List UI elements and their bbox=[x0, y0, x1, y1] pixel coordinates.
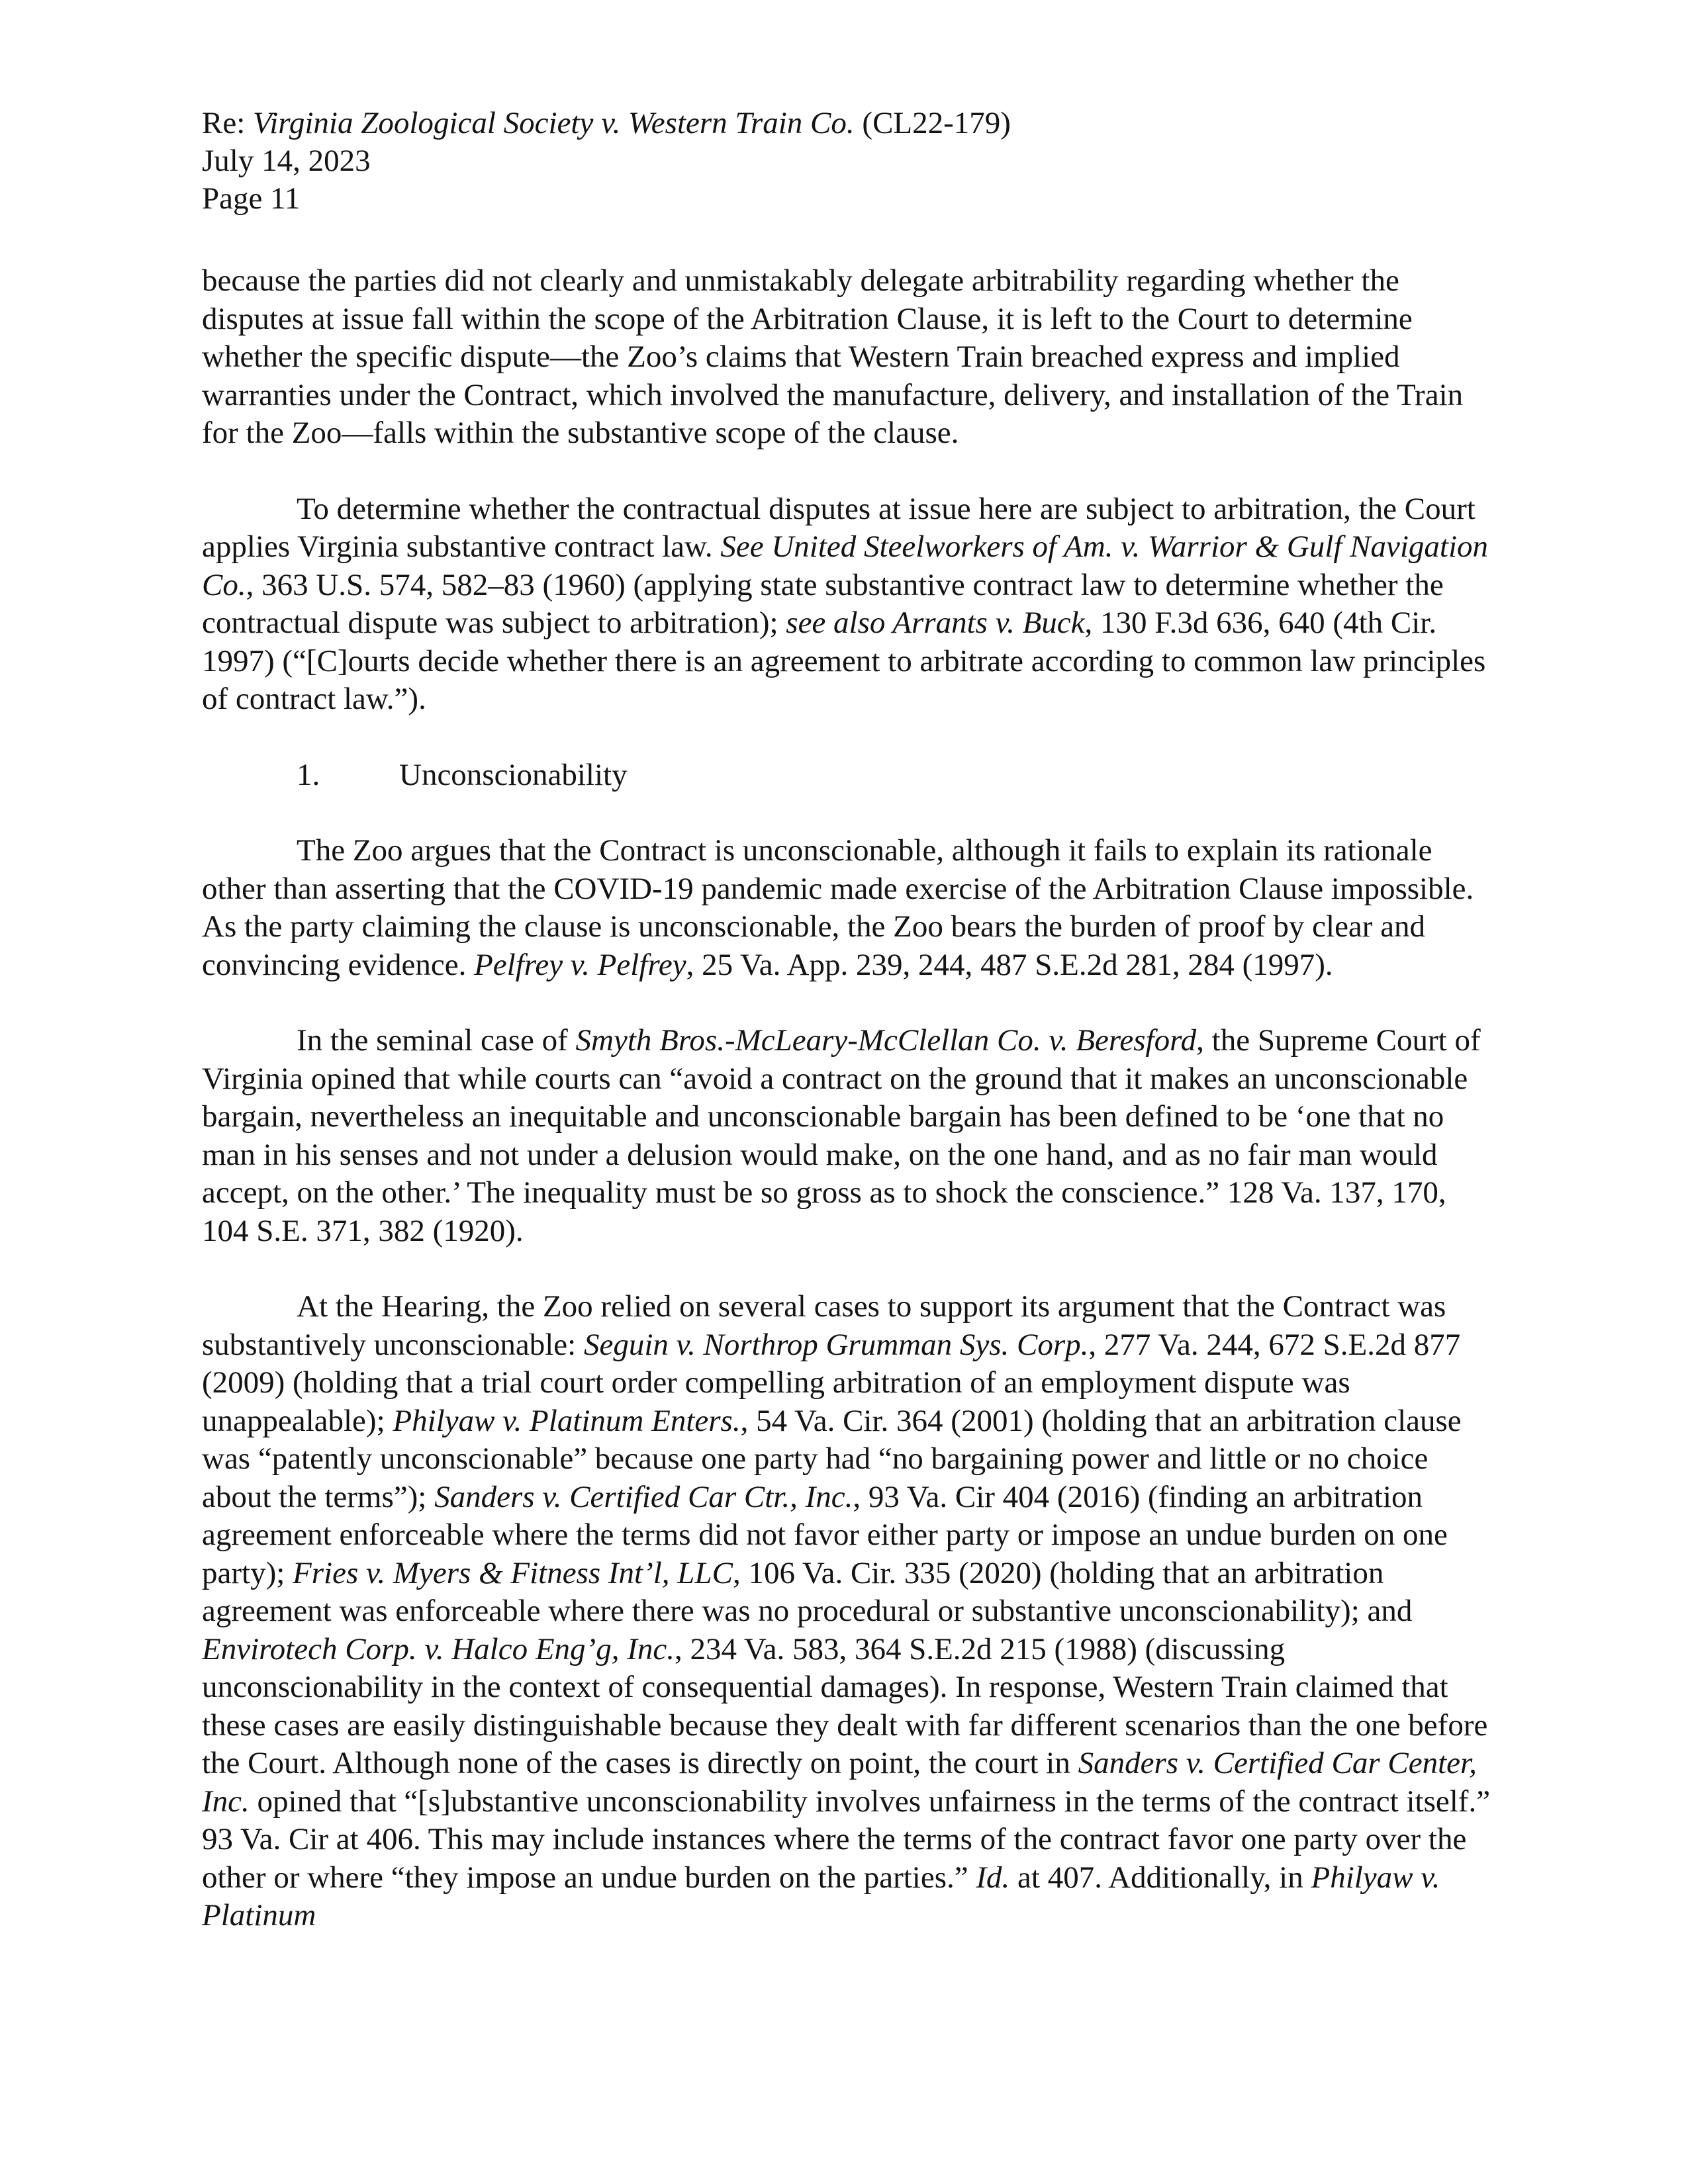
paragraphs-after-heading bbox=[202, 832, 1499, 1935]
section-title: Unconscionability bbox=[399, 757, 628, 792]
paragraph bbox=[202, 262, 1499, 453]
case-name: Virginia Zoological Society v. Western Train Co. bbox=[253, 106, 855, 140]
text-run: , 93 Va. Cir 404 (2016) (finding an arbitration agreement enforceable where the terms did not favor either party or impose an undue burden on one party); bbox=[202, 1479, 1448, 1590]
text-run: The Zoo argues that the Contract is unconscionable, although it fails to explain its rationale other than asserting that the COVID-19 pandemic made exercise of the Arbitration Clause impossible. As the party claiming the clause is unconscionable, the Zoo bears the burden of proof by clear and convincing evidence. bbox=[202, 833, 1474, 982]
re-line bbox=[202, 105, 1493, 142]
text-run: , 54 Va. Cir. 364 (2001) (holding that an arbitration clause was “patently unconscionable” because one party had “no bargaining power and little or no choice about the terms”); bbox=[202, 1403, 1462, 1514]
re-prefix: Re: bbox=[202, 106, 254, 140]
case-citation: Philyaw v. Platinum Enters. bbox=[393, 1403, 741, 1438]
section-number: 1. bbox=[297, 757, 320, 792]
case-citation: Pelfrey v. Pelfrey bbox=[474, 947, 686, 982]
case-citation: Id. bbox=[976, 1860, 1010, 1895]
text-run: To determine whether the contractual disputes at issue here are subject to arbitration, the Court applies Virginia substantive contract law. bbox=[202, 491, 1476, 564]
case-citation: Smyth Bros.-McLeary-McClellan Co. v. Beresford bbox=[575, 1023, 1197, 1058]
page-number: Page 11 bbox=[202, 181, 301, 216]
body-text bbox=[202, 262, 1499, 1973]
case-citation: Envirotech Corp. v. Halco Eng’g, Inc. bbox=[202, 1631, 675, 1666]
paragraph bbox=[202, 490, 1499, 719]
text-run: In the seminal case of bbox=[297, 1023, 576, 1058]
paragraphs-before-heading bbox=[202, 262, 1499, 719]
case-citation: Philyaw v. Platinum bbox=[202, 1860, 1440, 1933]
text-run: opined that “[s]ubstantive unconscionability involves unfairness in the terms of the contract itself.” 93 Va. Cir at 406. This may include instances where the terms of the contract favor one party over the other or where “they impose an undue burden on the parties.” bbox=[202, 1784, 1491, 1895]
paragraph bbox=[202, 832, 1499, 984]
case-citation: Fries v. Myers & Fitness Int’l, LLC bbox=[293, 1555, 733, 1590]
text-run: , 363 U.S. 574, 582–83 (1960) (applying state substantive contract law to determine whether the contractual dispute was subject to arbitration); bbox=[202, 567, 1444, 640]
text-run: , 234 Va. 583, 364 S.E.2d 215 (1988) (discussing unconscionability in the context of consequential damages). In response, Western Train claimed that these cases are easily distinguishable because they dealt with far different scenarios than the one before the Court. Although none of the cases is directly on point, the court in bbox=[202, 1631, 1488, 1780]
section-heading bbox=[202, 756, 1499, 795]
letter-date: July 14, 2023 bbox=[202, 144, 371, 178]
text-run: , 130 F.3d 636, 640 (4th Cir. 1997) (“[C]ourts decide whether there is an agreement to arbitrate according to common law principles of contract law.”). bbox=[202, 606, 1486, 716]
text-run: , 277 Va. 244, 672 S.E.2d 877 (2009) (holding that a trial court order compelling arbitration of an employment dispute was unappealable); bbox=[202, 1327, 1461, 1438]
text-run: at 407. Additionally, in bbox=[1009, 1860, 1311, 1895]
text-run: , 106 Va. Cir. 335 (2020) (holding that an arbitration agreement was enforceable where there was no procedural or substantive unconscionability); and bbox=[202, 1555, 1413, 1628]
paragraph bbox=[202, 1022, 1499, 1250]
text-run: , the Supreme Court of Virginia opined that while courts can “avoid a contract on the ground that it makes an unconscionable bargain, nevertheless an inequitable and unconscionable bargain has been defined to be ‘one that no man in his senses and not under a delusion would make, on the one hand, and as no fair man would accept, on the other.’ The inequality must be so gross as to shock the conscience.” 128 Va. 137, 170, 104 S.E. 371, 382 (1920). bbox=[202, 1023, 1481, 1248]
case-number: (CL22-179) bbox=[854, 106, 1011, 140]
case-citation: See United Steelworkers of Am. v. Warrior & Gulf Navigation Co. bbox=[202, 529, 1489, 602]
text-run: , 25 Va. App. 239, 244, 487 S.E.2d 281, 284 (1997). bbox=[686, 947, 1333, 982]
case-citation: see also Arrants v. Buck bbox=[786, 606, 1085, 640]
case-citation: Sanders v. Certified Car Ctr., Inc. bbox=[434, 1479, 853, 1514]
case-citation: Sanders v. Certified Car Center, Inc. bbox=[202, 1746, 1477, 1819]
case-citation: Seguin v. Northrop Grumman Sys. Corp. bbox=[583, 1327, 1089, 1362]
letter-header bbox=[202, 105, 1493, 218]
paragraph bbox=[202, 1288, 1499, 1935]
text-run: At the Hearing, the Zoo relied on several cases to support its argument that the Contract was substantively unconscionable: bbox=[202, 1289, 1446, 1362]
text-run: because the parties did not clearly and unmistakably delegate arbitrability regarding whether the disputes at issue fall within the scope of the Arbitration Clause, it is left to the Court to determine whether the specific dispute—the Zoo’s claims that Western Train breached express and implied warranties under the Contract, which involved the manufacture, delivery, and installation of the Train for the Zoo—falls within the substantive scope of the clause. bbox=[202, 263, 1464, 450]
